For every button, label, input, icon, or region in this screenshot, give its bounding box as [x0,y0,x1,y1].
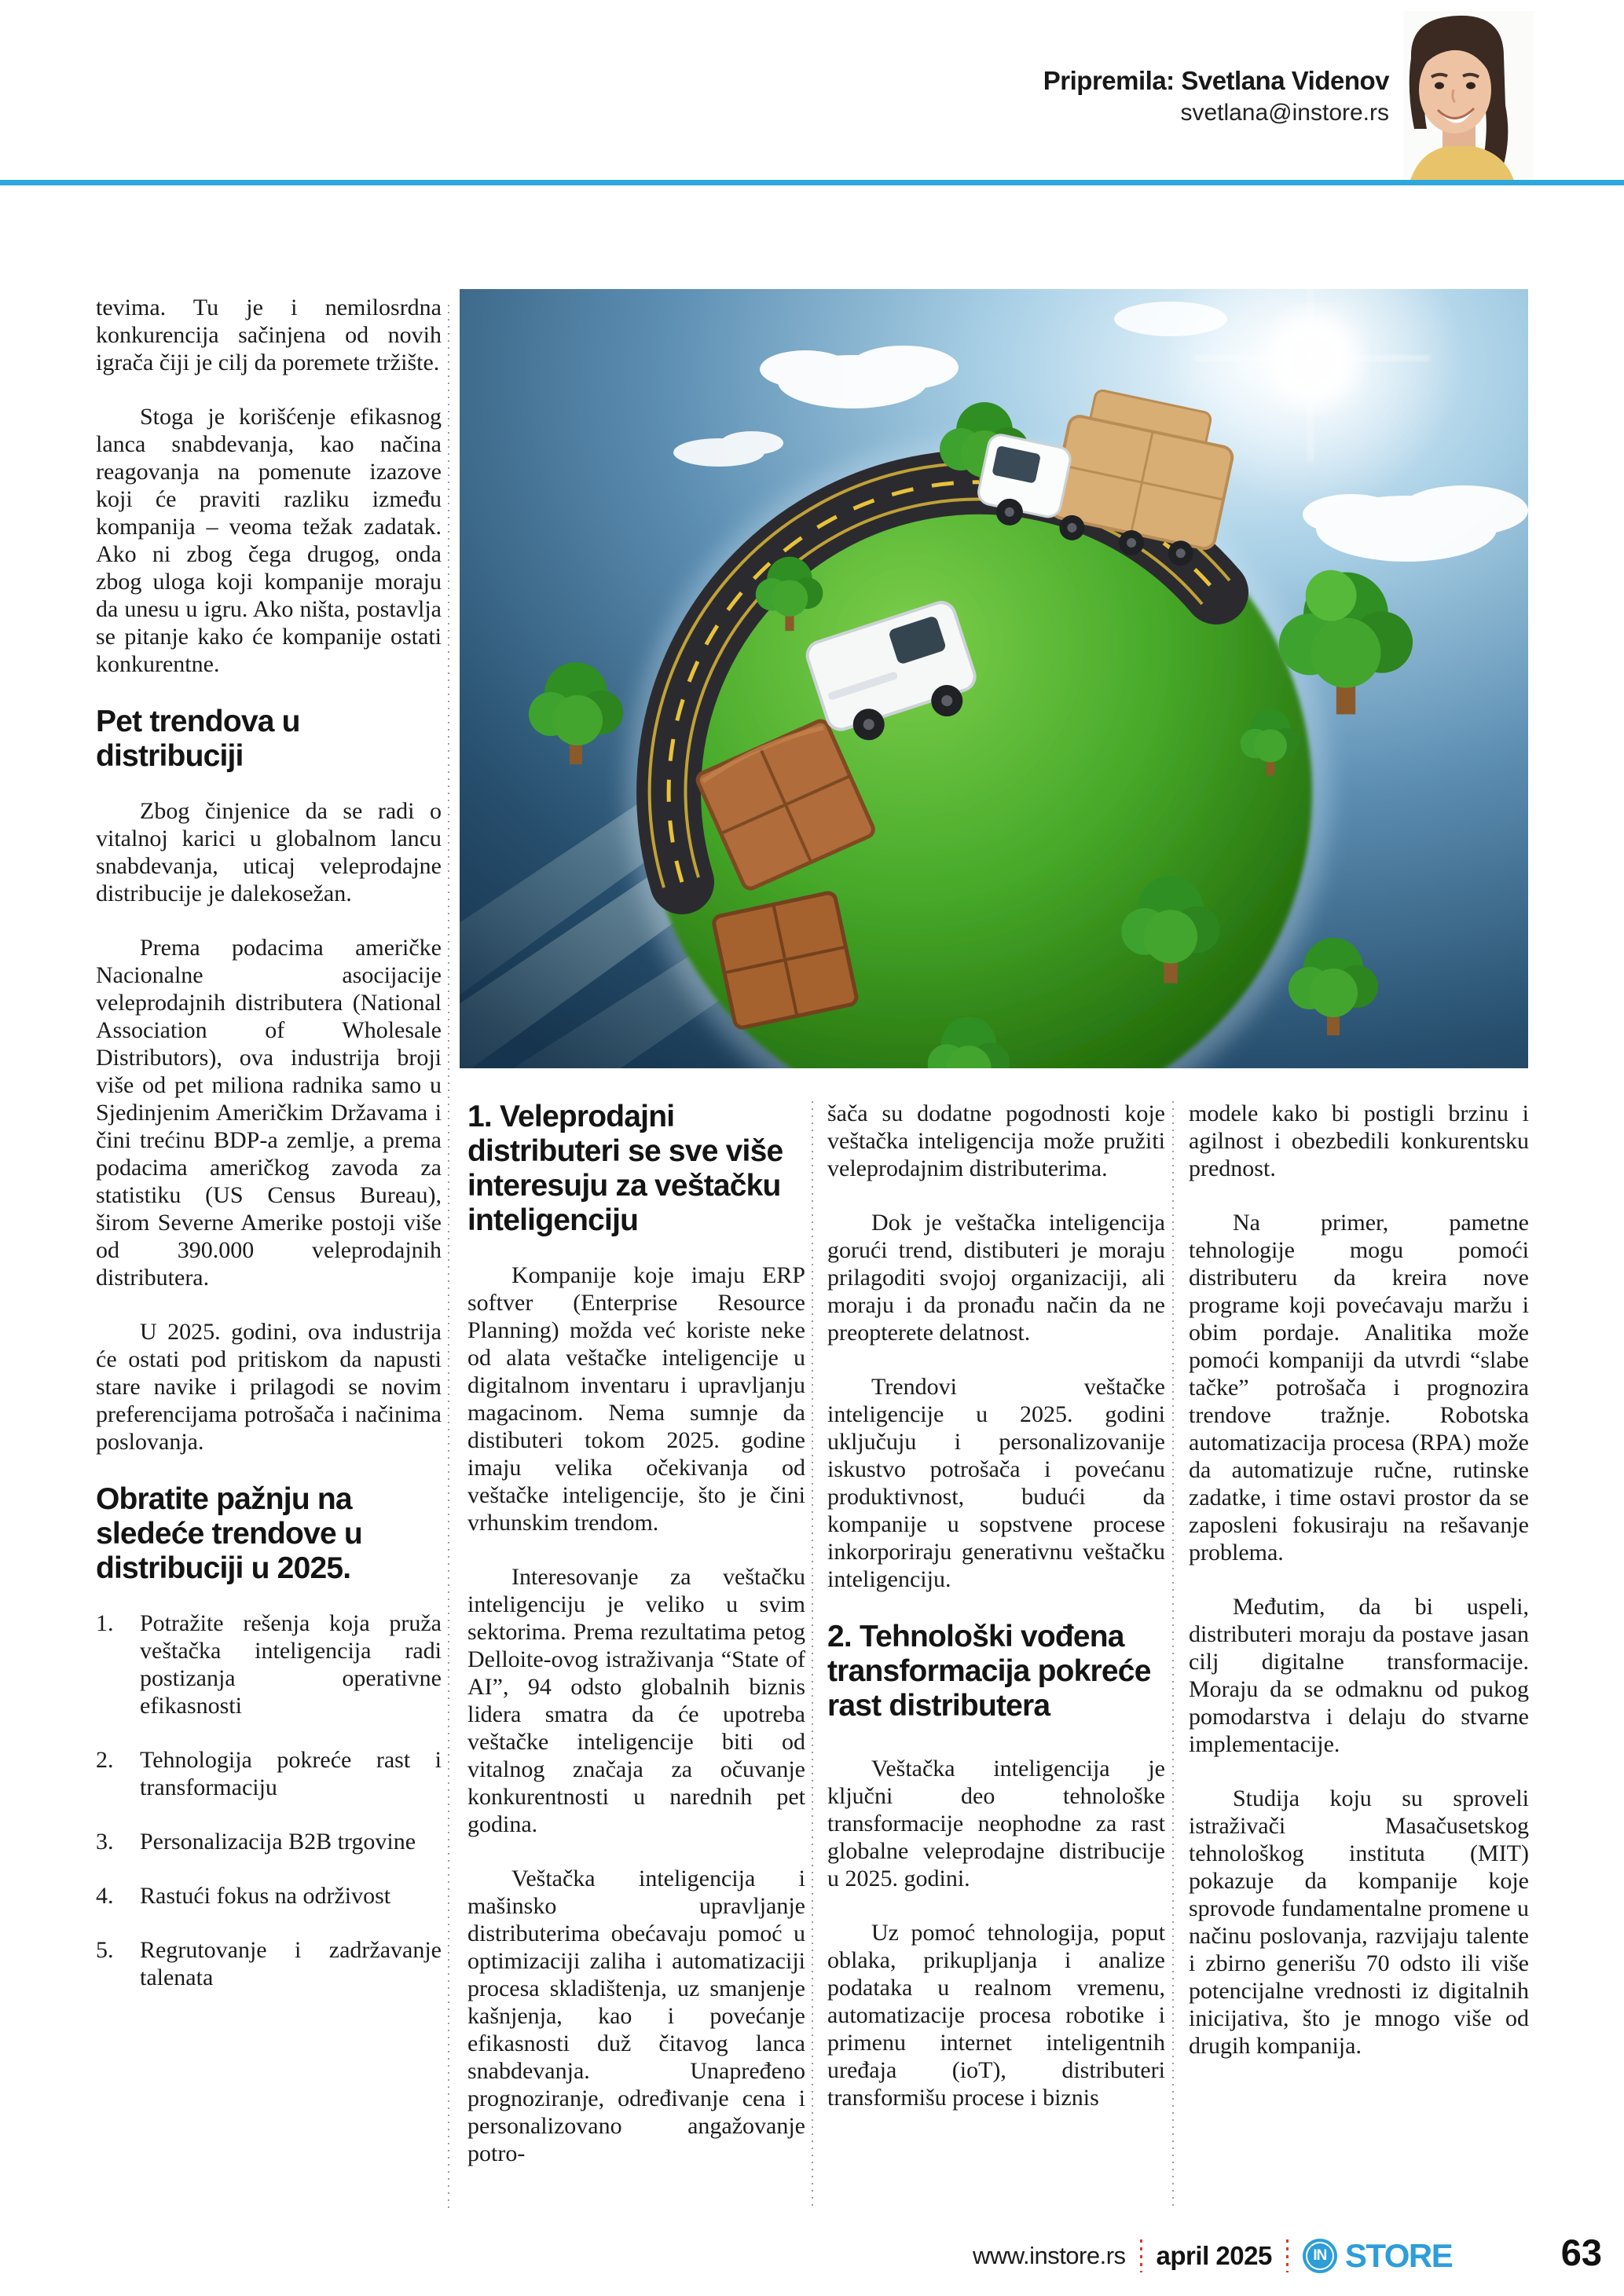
section-heading-trends: Pet trendova u distribuciji [96,705,300,773]
paragraph: Međutim, da bi uspeli, distributeri moraju da postave jasan cilj digitalne transformacije. Moraju da se odmaknu od pukog pomodarstva i delaju do stvarne implementacije. [1189,1594,1529,1757]
left-text-column [96,294,442,2018]
list-item [96,1609,442,1719]
paragraph: Dok je veštačka inteligencija gorući trend, distibuteri je moraju prilagoditi svojoj organizaciji, ali moraju i da pronađu način da ne preopterete delatnost. [827,1210,1165,1346]
list-number: 3. [96,1829,114,1855]
paragraph: U 2025. godini, ova industrija će ostati pod pritiskom da napusti stare navike i prilagodi se novim preferencijama potrošača i načinima poslovanja. [96,1319,442,1455]
list-item [96,1746,442,1801]
list-text: Rastući fokus na održivost [140,1883,391,1909]
paragraph: tevima. Tu je i nemilosrdna konkurencija sačinjena od novih igrača čiji je cilj da poremete tržište. [96,295,442,375]
author-portrait [1403,11,1534,183]
list-item [96,1882,442,1910]
prepared-by-label: Pripremila: Svetlana Videnov [1043,66,1389,95]
paragraph: Trendovi veštačke inteligencije u 2025. godini uključuju i personalizovanije iskustvo potrošača i povećanu produktivnost, budući da kompanije u sopstvene procese inkorporiraju generativnu veštačku inteligenciju. [827,1374,1165,1592]
paragraph: Stoga je korišćenje efikasnog lanca snabdevanja, kao načina reagovanja na pomenute izazove koji će praviti razliku između kompanija – veoma težak zadatak. Ako ni zbog čega drugog, onda zbog uloga koji kompanije moraju da unesu u igru. Ako ništa, postavlja se pitanje kako će kompanije ostati konkurentne. [96,404,442,677]
author-email: svetlana@instore.rs [1180,100,1389,126]
list-number: 4. [96,1883,114,1909]
instore-logo [1303,2237,1452,2275]
section-heading-tech-transformation: 2. Tehnološki vođena transformacija pokreće rast distributera [827,1620,1151,1723]
list-item [96,1936,442,1991]
list-text: Potražite rešenja koja pruža veštačka inteligencija radi postizanja operativne efikasnosti [140,1610,442,1719]
section-heading-ai-interest: 1. Veleprodajni distributeri se sve više interesuju za veštačku inteligenciju [467,1100,783,1237]
list-text: Tehnologija pokreće rast i transformaciju [140,1747,442,1800]
paragraph: šača su dodatne pogodnosti koje veštačka inteligencija može pružiti veleprodajnim distributerima. [827,1100,1165,1181]
column-divider-dotted [812,1101,813,2207]
footer-divider-dotted [1286,2239,1289,2272]
instore-logo-in-icon [1303,2239,1337,2273]
planet-illustration [460,289,1528,1068]
page-footer [973,2236,1452,2276]
footer-divider-dotted [1140,2239,1142,2272]
portrait-illustration [1403,11,1534,183]
paragraph: modele kako bi postigli brzinu i agilnost i obezbedili konkurentsku prednost. [1189,1100,1529,1181]
page-number: 63 [1560,2232,1602,2273]
list-text: Personalizacija B2B trgovine [140,1829,416,1855]
list-number: 5. [96,1937,114,1963]
list-number: 1. [96,1610,114,1636]
section-heading-watch-trends: Obratite pažnju na sledeće trendove u distribuciji u 2025. [96,1482,362,1585]
list-text: Regrutovanje i zadržavanje talenata [140,1937,442,1990]
list-number: 2. [96,1747,114,1773]
paragraph: Prema podacima američke Nacionalne asocijacije veleprodajnih distributera (National Association of Wholesale Distributors), ova industrija broji više od pet miliona radnika samo u Sjedinjenim Američkim Državama i čini trećinu BDP-a zemlje, a prema podacima američkog zavoda za statistiku (US Census Bureau), širom Severne Amerike postoji više od 390.000 veleprodajnih distributera. [96,935,442,1291]
paragraph: Na primer, pametne tehnologije mogu pomoći distributeru da kreira nove programe koji povećavaju maržu i obim pordaje. Analitika može pomoći kompaniji da utvrdi “slabe tačke” potrošača i prognozira trendove tražnje. Robotska automatizacija procesa (RPA) može da automatizuje ručne, rutinske zadatke, i time ostavi prostor da se zaposleni fokusiraju na rešavanje problema. [1189,1210,1529,1565]
logo-store-text: STORE [1344,2237,1453,2274]
paragraph: Uz pomoć tehnologija, poput oblaka, prikupljanja i analize podataka u realnom vremenu, automatizacije procesa robotike i primenu internet inteligentnih uređaja (ioT), distributeri transformišu procese i biznis [827,1920,1165,2111]
logo-in-text: IN [1313,2247,1327,2264]
article-column-1 [467,1100,805,2194]
planet-logistics-image [460,289,1528,1068]
column-divider-dotted [1172,1101,1174,2207]
paragraph: Zbog činjenice da se radi o vitalnoj karici u globalnom lancu snabdevanja, uticaj veleprodajne distribucije je dalekosežan. [96,798,442,906]
trend-list [96,1609,442,1991]
article-column-3 [1189,1100,1529,2086]
footer-issue-date: april 2025 [1156,2241,1272,2270]
paragraph: Veštačka inteligencija je ključni deo tehnološke transformacije neophodne za rast globalne veleprodajne distribucije u 2025. godini. [827,1756,1165,1891]
column-divider-dotted [448,305,449,2209]
article-column-2 [827,1100,1165,2138]
footer-website: www.instore.rs [973,2242,1126,2269]
paragraph: Studija koju su sproveli istraživači Masačusetskog tehnološkog instituta (MIT) pokazuje da kompanije koje sprovode fundamentalne promene u načinu poslovanja, razvijaju talente i zbirno generišu 70 odsto ili više potencijalne vrednosti iz digitalnih inicijativa, što je mnogo više od drugih kompanija. [1189,1785,1529,2059]
paragraph: Interesovanje za veštačku inteligenciju je veliko u svim sektorima. Prema rezultatima petog Delloite-ovog istraživanja “State of AI”, 94 odsto globalnih biznis lidera smatra da će upotreba veštačke inteligencije biti od vitalnog značaja za očuvanje konkurentnosti u narednih pet godina. [467,1564,805,1837]
list-item [96,1828,442,1855]
header-divider-rule [0,180,1624,185]
paragraph: Kompanije koje imaju ERP softver (Enterprise Resource Planning) možda već koriste neke od alata veštačke inteligencije u digitalnom inventaru i upravljanju magacinom. Nema sumnje da distibuteri tokom 2025. godine imaju velika očekivanja od veštačke inteligencije, što je čini vrhunskim trendom. [467,1262,805,1536]
paragraph: Veštačka inteligencija i mašinsko upravljanje distributerima obećavaju pomoć u optimizaciji zaliha i automatizaciji procesa skladištenja, uz smanjenje kašnjenja, kao i povećanje efikasnosti duž čitavog lanca snabdevanja. Unapređeno prognoziranje, određivanje cena i personalizovano angažovanje potro- [467,1866,805,2166]
